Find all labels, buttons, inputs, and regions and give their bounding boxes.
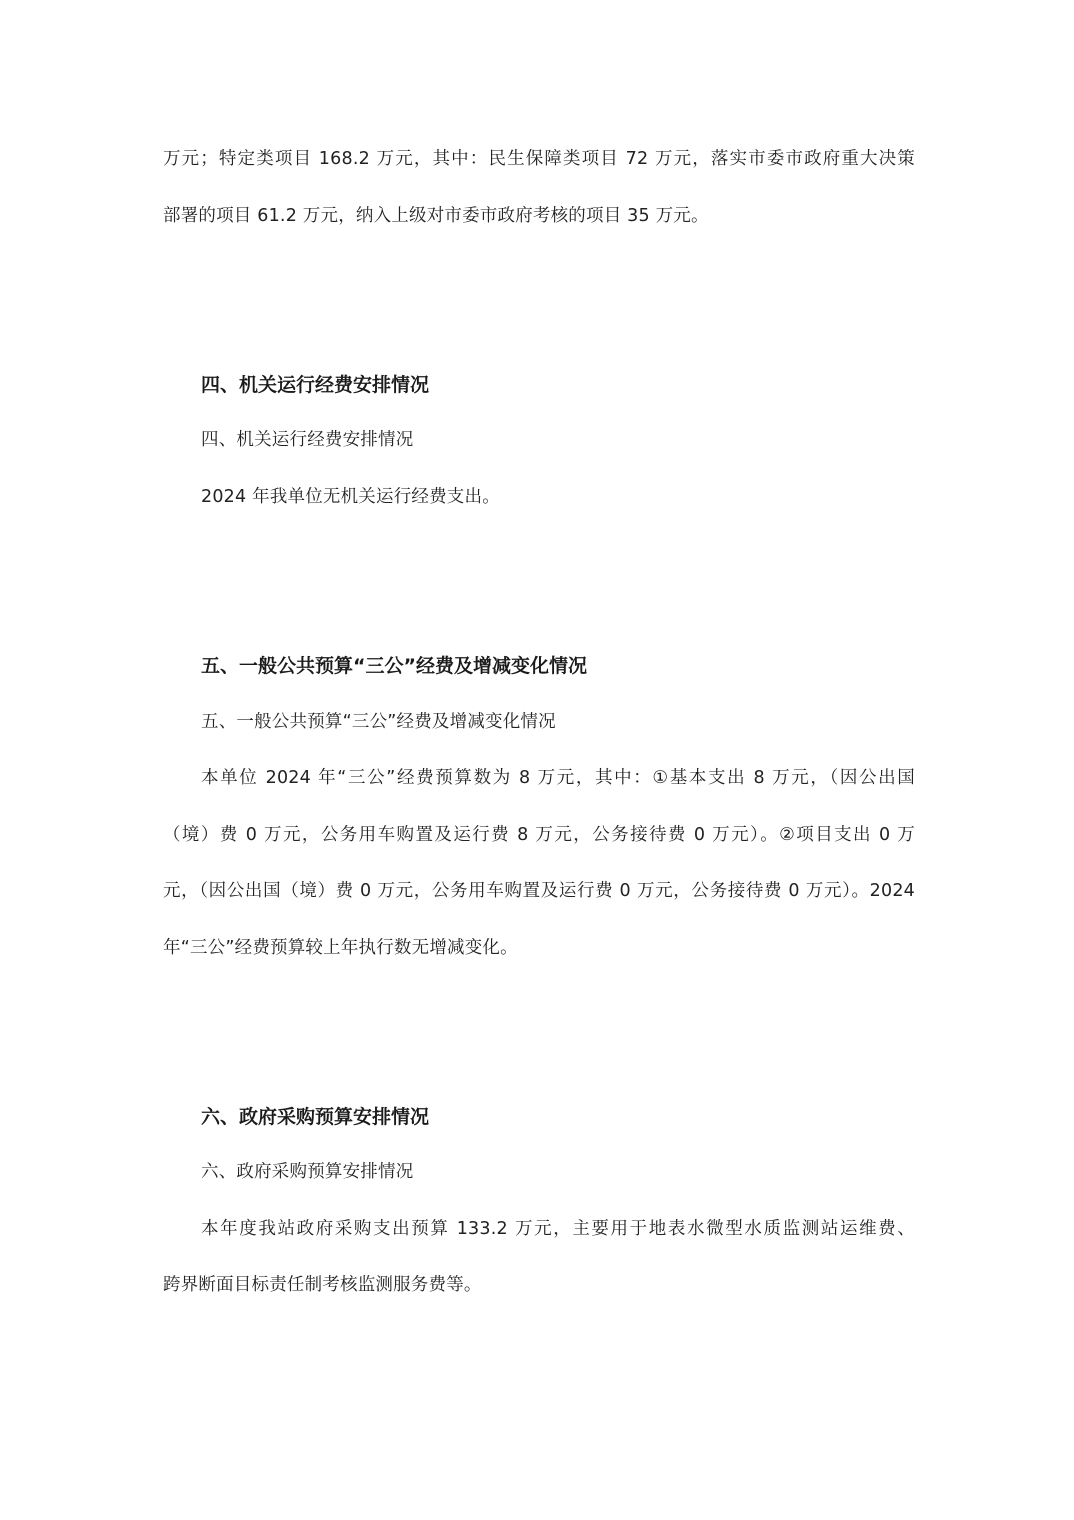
paragraph-line: 部署的项目 61.2 万元，纳入上级对市委市政府考核的项目 35 万元。 [163, 206, 709, 226]
section-heading: 四、机关运行经费安排情况 [201, 374, 430, 396]
paragraph-line: 跨界断面目标责任制考核监测服务费等。 [163, 1275, 482, 1295]
paragraph-line: 年“三公”经费预算较上年执行数无增减变化。 [163, 938, 518, 958]
section-heading: 六、政府采购预算安排情况 [201, 1106, 430, 1128]
section-subheading: 六、政府采购预算安排情况 [201, 1162, 414, 1182]
paragraph-line: 本年度我站政府采购支出预算 133.2 万元，主要用于地表水微型水质监测站运维费、 [201, 1219, 915, 1239]
section-subheading: 四、机关运行经费安排情况 [201, 430, 414, 450]
section-heading: 五、一般公共预算“三公”经费及增减变化情况 [201, 655, 587, 677]
paragraph-line: 本单位 2024 年“三公”经费预算数为 8 万元，其中：①基本支出 8 万元，（因公出国 [201, 768, 915, 788]
section-subheading: 五、一般公共预算“三公”经费及增减变化情况 [201, 712, 556, 732]
paragraph-line: （境）费 0 万元，公务用车购置及运行费 8 万元，公务接待费 0 万元）。②项目支出 0 万 [163, 825, 915, 845]
paragraph-line: 元，（因公出国（境）费 0 万元，公务用车购置及运行费 0 万元，公务接待费 0 万元）。2024 [163, 881, 915, 901]
paragraph-line: 2024 年我单位无机关运行经费支出。 [201, 487, 500, 507]
paragraph-line: 万元；特定类项目 168.2 万元，其中：民生保障类项目 72 万元，落实市委市政府重大决策 [163, 149, 915, 169]
